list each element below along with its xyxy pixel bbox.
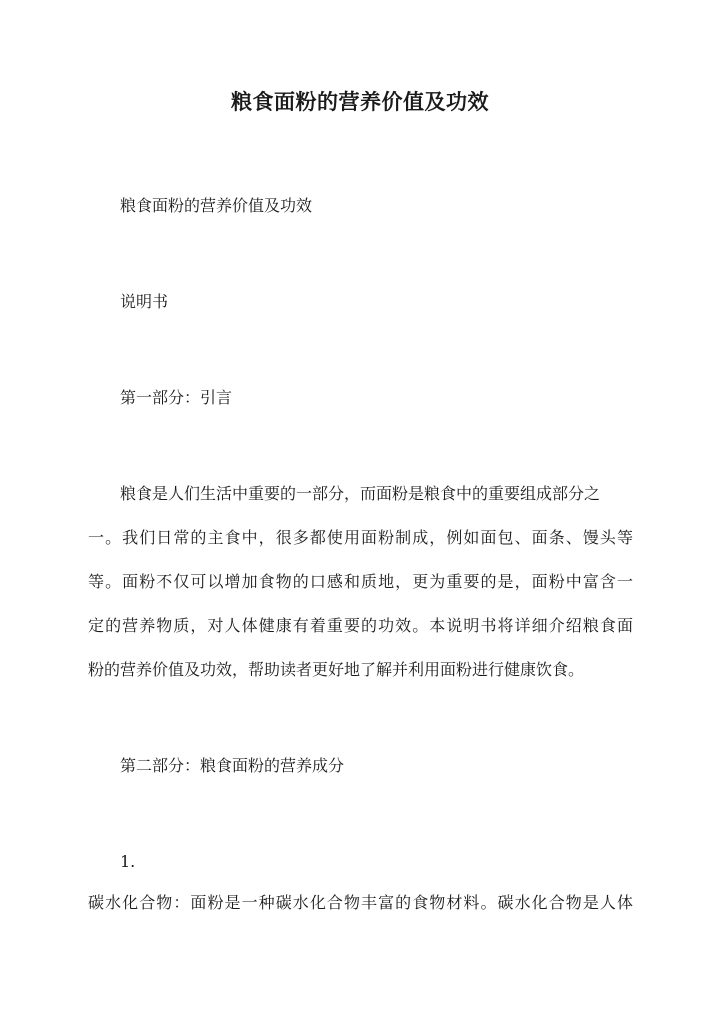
section-heading-introduction: 第一部分：引言	[120, 388, 233, 407]
section-heading-nutrition: 第二部分：粮食面粉的营养成分	[120, 756, 345, 775]
intro-paragraph-line: 等。面粉不仅可以增加食物的口感和质地，更为重要的是，面粉中富含一	[88, 572, 633, 591]
intro-paragraph-line: 粉的营养价值及功效，帮助读者更好地了解并利用面粉进行健康饮食。	[88, 660, 585, 679]
intro-paragraph-line: 粮食是人们生活中重要的一部分，而面粉是粮食中的重要组成部分之	[120, 484, 601, 503]
list-item-number: 1.	[120, 852, 136, 871]
list-item-text-line: 碳水化合物：面粉是一种碳水化合物丰富的食物材料。碳水化合物是人体	[88, 893, 633, 912]
document-subtitle: 粮食面粉的营养价值及功效	[120, 196, 313, 215]
document-type-label: 说明书	[120, 292, 169, 311]
intro-paragraph-line: 一。我们日常的主食中，很多都使用面粉制成，例如面包、面条、馒头等	[88, 528, 633, 547]
document-title: 粮食面粉的营养价值及功效	[231, 89, 489, 114]
intro-paragraph-line: 定的营养物质，对人体健康有着重要的功效。本说明书将详细介绍粮食面	[88, 616, 633, 635]
